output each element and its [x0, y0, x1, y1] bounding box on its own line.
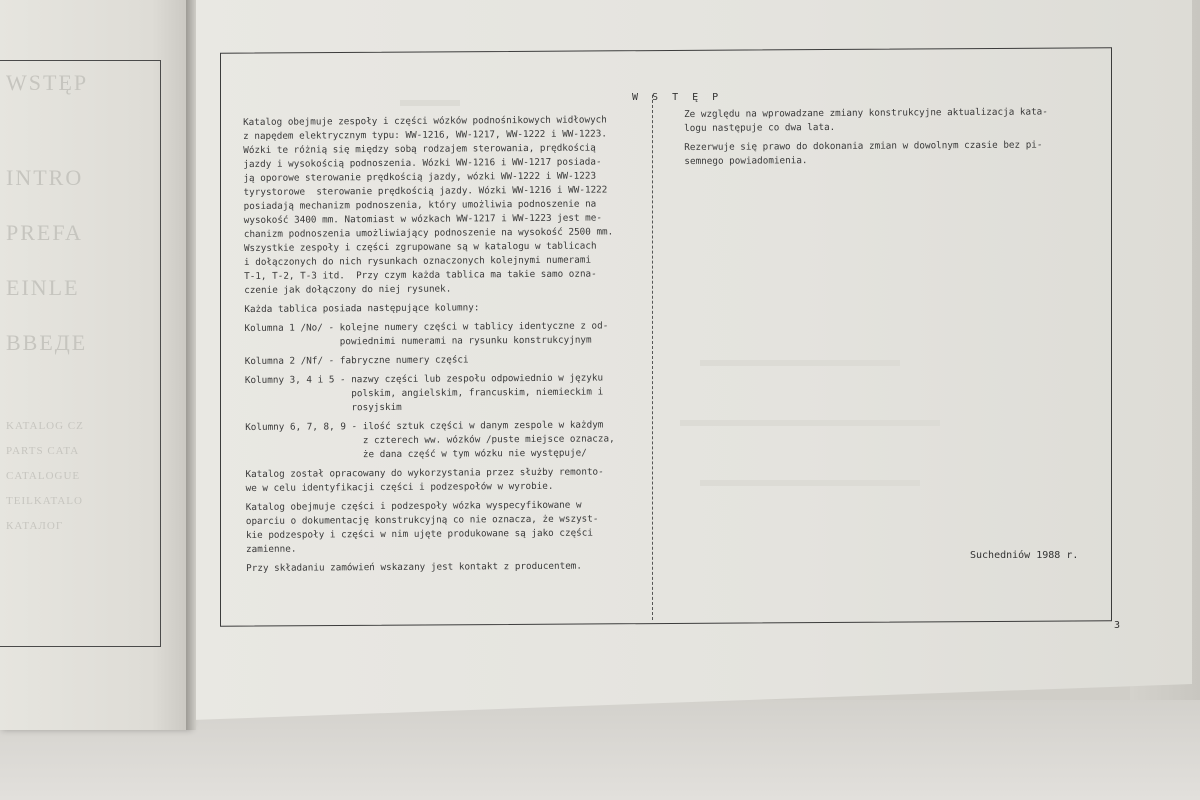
left_column-line: z napędem elektrycznym typu: WW-1216, WW-1217, WW-1222 i WW-1223.: [243, 128, 608, 142]
left_column-line: oparciu o dokumentację konstrukcyjną co nie oznacza, że wszyst-: [245, 513, 599, 527]
left_column-line: powiednimi numerami na rysunku konstrukcyjnym: [244, 334, 592, 348]
left_column-line: Wózki te różnią się między sobą rodzajem sterowania, prędkością: [243, 142, 596, 156]
place-date: Suchedniów 1988 r.: [970, 550, 1079, 561]
left_column-line: Katalog obejmuje części i podzespoły wózka wyspecyfikowane w: [245, 499, 582, 513]
left-page: [0, 0, 190, 730]
bleed-through-text: KATALOG CZ: [6, 420, 84, 432]
left_column-line: wysokość 3400 mm. Natomiast w wózkach WW-1217 i WW-1223 jest me-: [243, 212, 602, 226]
left_column-line: z czterech ww. wózków /puste miejsce oznacza,: [245, 433, 615, 447]
bleed-through-mark: [700, 360, 900, 366]
bleed-through-text: CATALOGUE: [6, 470, 81, 482]
section-heading: W S T Ę P: [632, 92, 723, 103]
bleed-through-text: PARTS CATA: [6, 445, 80, 457]
left_column-line: T-1, T-2, T-3 itd. Przy czym każda tablica ma takie samo ozna-: [244, 268, 597, 282]
book-gutter: [186, 0, 196, 730]
left_column-line: Wszystkie zespoły i części zgrupowane są w katalogu w tablicach: [243, 240, 597, 254]
left_column-line: jazdy i wysokością podnoszenia. Wózki WW-1216 i WW-1217 posiada-: [243, 156, 602, 170]
bleed-through-text: КАТАЛОГ: [6, 520, 64, 532]
column-divider: [652, 95, 653, 620]
left_column-line: że dana część w tym wózku nie występuje/: [245, 447, 587, 461]
left_column-line: zamienne.: [245, 543, 297, 555]
left_column-line: Kolumna 2 /Nf/ - fabryczne numery części: [244, 354, 469, 367]
left_column-line: i dołączonych do nich rysunkach oznaczonych kolejnymi numerami: [243, 254, 592, 268]
left_column-line: Kolumny 6, 7, 8, 9 - ilość sztuk części w danym zespole w każdym: [245, 419, 604, 433]
left_column-line: posiadają mechanizm podnoszenia, który umożliwia podnoszenie na: [243, 198, 597, 212]
bleed-through-text: WSTĘP: [6, 70, 89, 95]
left_column-line: Przy składaniu zamówień wskazany jest kontakt z producentem.: [246, 560, 583, 574]
left_column-line: polskim, angielskim, francuskim, niemieckim i: [244, 386, 604, 400]
bleed-through-text: EINLE: [6, 275, 80, 300]
left_column-line: Każda tablica posiada następujące kolumny:: [244, 302, 480, 315]
right_column-line: logu następuje co dwa lata.: [684, 121, 836, 134]
left-column-text: [243, 113, 616, 576]
page-number: 3: [1114, 620, 1121, 631]
left_column-line: tyrystorowe sterowanie prędkością jazdy. Wózki WW-1216 i WW-1222: [243, 184, 608, 198]
left_column-line: Katalog obejmuje zespoły i części wózków podnośnikowych widłowych: [243, 114, 607, 128]
left_column-line: kie podzespoły i części w nim ujęte produkowane są jako części: [245, 527, 593, 541]
bleed-through-text: INTRO: [6, 165, 84, 190]
right-column-text: [684, 105, 1048, 169]
left_column-line: chanizm podnoszenia umożliwiający podnoszenie na wysokość 2500 mm.: [243, 226, 614, 240]
left_column-line: Katalog został opracowany do wykorzystania przez służby remonto-: [245, 466, 604, 480]
bleed-through-mark: [680, 420, 940, 426]
right_column-line: Ze względu na wprowadzane zmiany konstrukcyjne aktualizacja kata-: [684, 106, 1048, 120]
right_column-line: semnego powiadomienia.: [684, 155, 808, 167]
bleed-through-mark: [400, 100, 460, 106]
left_column-line: Kolumna 1 /No/ - kolejne numery części w tablicy identyczne z od-: [244, 320, 609, 334]
bleed-through-text: TEILKATALO: [6, 495, 83, 507]
left_column-line: Kolumny 3, 4 i 5 - nazwy części lub zespołu odpowiednio w języku: [244, 372, 604, 386]
left_column-line: czenie jak dołączony do niej rysunek.: [244, 283, 452, 296]
bleed-through-mark: [700, 480, 920, 486]
bleed-through-text: ВВЕДЕ: [6, 330, 88, 355]
bleed-through-text: PREFA: [6, 220, 83, 245]
left_column-line: rosyjskim: [245, 401, 402, 414]
left_column-line: we w celu identyfikacji części i podzespołów w wyrobie.: [245, 480, 554, 494]
right_column-line: Rezerwuje się prawo do dokonania zmian w dowolnym czasie bez pi-: [684, 139, 1043, 153]
left_column-line: ją oporowe sterowanie prędkością jazdy, wózki WW-1222 i WW-1223: [243, 170, 597, 184]
